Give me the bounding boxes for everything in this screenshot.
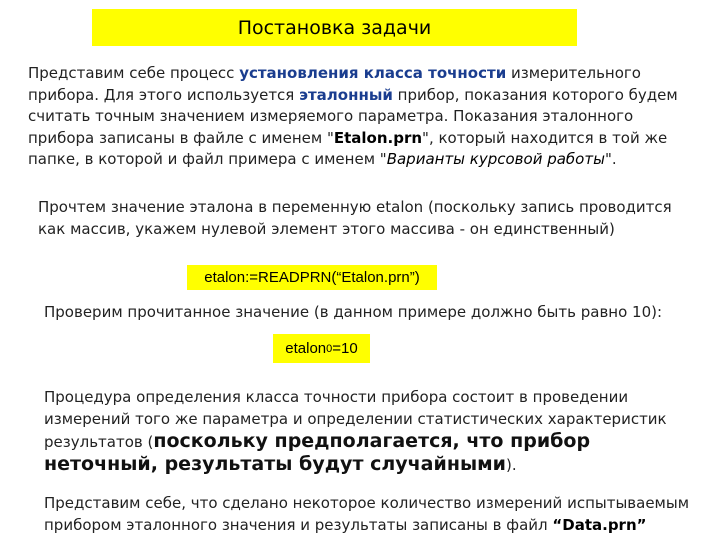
intro-paragraph bbox=[28, 63, 688, 171]
measurements-text: Представим себе, что сделано некоторое количество измерений испытываемым прибором эталонного значения и результаты записаны в файл bbox=[44, 494, 690, 534]
etalon-filename: Etalon.prn bbox=[333, 128, 423, 147]
etalon-value-formula bbox=[273, 334, 370, 363]
intro-text-1: Представим себе процесс bbox=[28, 64, 240, 82]
etalon-var: etalon bbox=[285, 340, 327, 357]
readprn-formula bbox=[187, 265, 437, 290]
example-filename: Варианты курсовой работы bbox=[386, 150, 605, 168]
etalon-value: =10 bbox=[332, 340, 358, 357]
data-filename: “Data.prn” bbox=[552, 516, 647, 534]
readprn-formula-text: etalon:=READPRN(“Etalon.prn”) bbox=[204, 269, 420, 286]
procedure-text-2: ). bbox=[505, 456, 517, 474]
etalon-subscript: 0 bbox=[326, 342, 333, 355]
intro-text-4: ", который находится в той же папке, в которой и файл примера с именем " bbox=[28, 128, 668, 168]
slide-title bbox=[92, 9, 577, 46]
read-etalon-paragraph: Прочтем значение эталона в переменную etalon (поскольку запись проводится как массив, укажем нулевой элемент этого массива - он единственный) bbox=[38, 198, 672, 238]
slide-title-text: Постановка задачи bbox=[237, 16, 432, 39]
check-value-paragraph: Проверим прочитанное значение (в данном примере должно быть равно 10): bbox=[44, 303, 663, 321]
intro-text-5: ". bbox=[604, 150, 617, 168]
intro-text-2: измерительного прибора. Для этого используется bbox=[28, 64, 641, 104]
measurements-paragraph bbox=[44, 492, 694, 536]
procedure-paragraph bbox=[44, 386, 684, 476]
procedure-text-1: Процедура определения класса точности прибора состоит в проведении измерений того же параметра и определении статистических характеристик результатов ( bbox=[44, 388, 667, 451]
random-results-note: поскольку предполагается, что прибор неточный, результаты будут случайными bbox=[44, 430, 591, 475]
reference-term: эталонный bbox=[299, 85, 393, 104]
intro-text-3: прибор, показания которого будем считать точным значением измеряемого параметра. Показания эталонного прибора записаны в файле с именем " bbox=[28, 85, 678, 147]
accuracy-class-term: установления класса точности bbox=[239, 64, 507, 82]
